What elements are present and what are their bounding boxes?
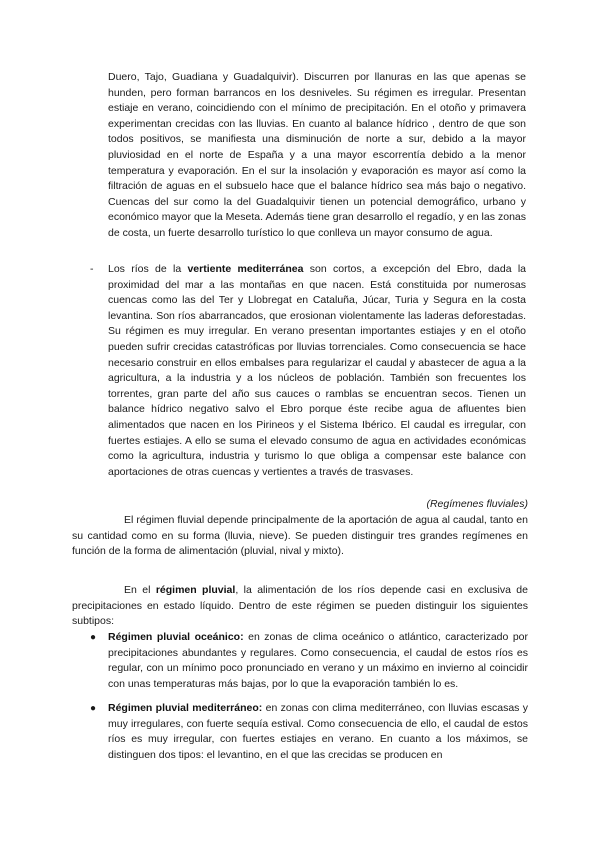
text-run: En el [124,584,156,596]
section-heading-regimenes: (Regímenes fluviales) [426,498,528,510]
paragraph-regimen-fluvial [72,513,528,560]
text-run: Los ríos de la [108,263,188,275]
bold-term: Régimen pluvial mediterráneo: [108,702,263,714]
text-run: en zonas de clima oceánico o atlántico, caracterizado por precipitaciones abundantes y regulares. Como consecuencia, el caudal de estos ríos es regular, con un mínimo poco pronunciado en verano y un máximo en invierno al coincidir con unas temperaturas más bajas, por lo que la evaporación también lo es. [108,631,528,690]
paragraph-cuencas-atlanticas: Duero, Tajo, Guadiana y Guadalquivir). Discurren por llanuras en las que apenas se hunden, pero forman barrancos en los desniveles. Su régimen es irregular. Presentan estiaje en verano, coincidiendo con el mínimo de precipitación. En el otoño y primavera experimentan crecidas con las lluvias. En cuanto al balance hídrico , dentro de que son todos positivos, se manifiesta una disminución de norte a sur, debido a la mayor pluviosidad en el norte de España y a una mayor escorrentía debido a la menor temperatura y evaporación. En el sur la insolación y evaporación es mayor así como la filtración de aguas en el subsuelo hace que el balance hídrico sea más bajo o negativo. Cuencas del sur como la del Guadalquivir tienen un potencial demográfico, urbano y económico mayor que la Meseta. Además tiene gran desarrollo el regadío, y en las zonas de costa, un fuerte desarrollo turístico lo que conlleva un mayor consumo de agua. [108,71,526,239]
list-dash: - [90,263,94,275]
paragraph-regimen-pluvial [72,583,528,630]
text-run: El régimen fluvial depende principalmente de la aportación de agua al caudal, tanto en su cantidad como en su forma (lluvia, nieve). Se pueden distinguir tres grandes regímenes en función de la forma de alimentación (pluvial, nival y mixto). [72,514,528,558]
text-run: en zonas con clima mediterráneo, con lluvias escasas y muy irregulares, con fuerte sequía estival. Como consecuencia de ello, el caudal de estos ríos es muy irregular, con fuertes estiajes en verano. En cuanto a los máximos, se distinguen dos tipos: el levantino, en el que las crecidas se producen en [108,702,528,761]
text-run: son cortos, a excepción del Ebro, dada la proximidad del mar a las montañas en que nacen. Está constituida por numerosas cuencas como las del Ter y Llobregat en Cataluña, Júcar, Turia y Segura en la costa levantina. Son ríos abarrancados, que erosionan violentamente las laderas deforestadas. Su régimen es muy irregular. En verano presentan importantes estiajes y en el otoño pueden sufrir crecidas catastróficas por lluvias torrenciales. Como consecuencia se hace necesario construir en ellos embalses para regularizar el caudal y abastecer de agua a la agricultura, a la industria y a los núcleos de población. También son frecuentes los torrentes, gran parte del año sus cauces o ramblas se encuentran secos. Tienen un balance hídrico negativo salvo el Ebro porque éste recibe agua de afluentes bien alimentados que nacen en los Pirineos y el Sistema Ibérico. El caudal es irregular, con fuertes estiajes. A ello se suma el elevado consumo de agua en actividades económicas como la agricultura, industria y turismo lo que obliga a compensar este balance con aportaciones de otras cuencas y vertientes a través de trasvases. [108,263,526,478]
list-item-pluvial-mediterraneo [108,701,528,763]
bullet-icon: ● [90,703,97,714]
bold-term: Régimen pluvial oceánico: [108,631,244,643]
paragraph-vertiente-mediterranea [108,262,526,480]
bold-term: vertiente mediterránea [187,263,304,275]
text-run: , la alimentación de los ríos depende casi en exclusiva de precipitaciones en estado líquido. Dentro de este régimen se pueden distinguir los siguientes subtipos: [72,584,528,628]
list-item-pluvial-oceanico [108,630,528,692]
bold-term: régimen pluvial [155,584,236,596]
bullet-icon: ● [90,632,97,643]
